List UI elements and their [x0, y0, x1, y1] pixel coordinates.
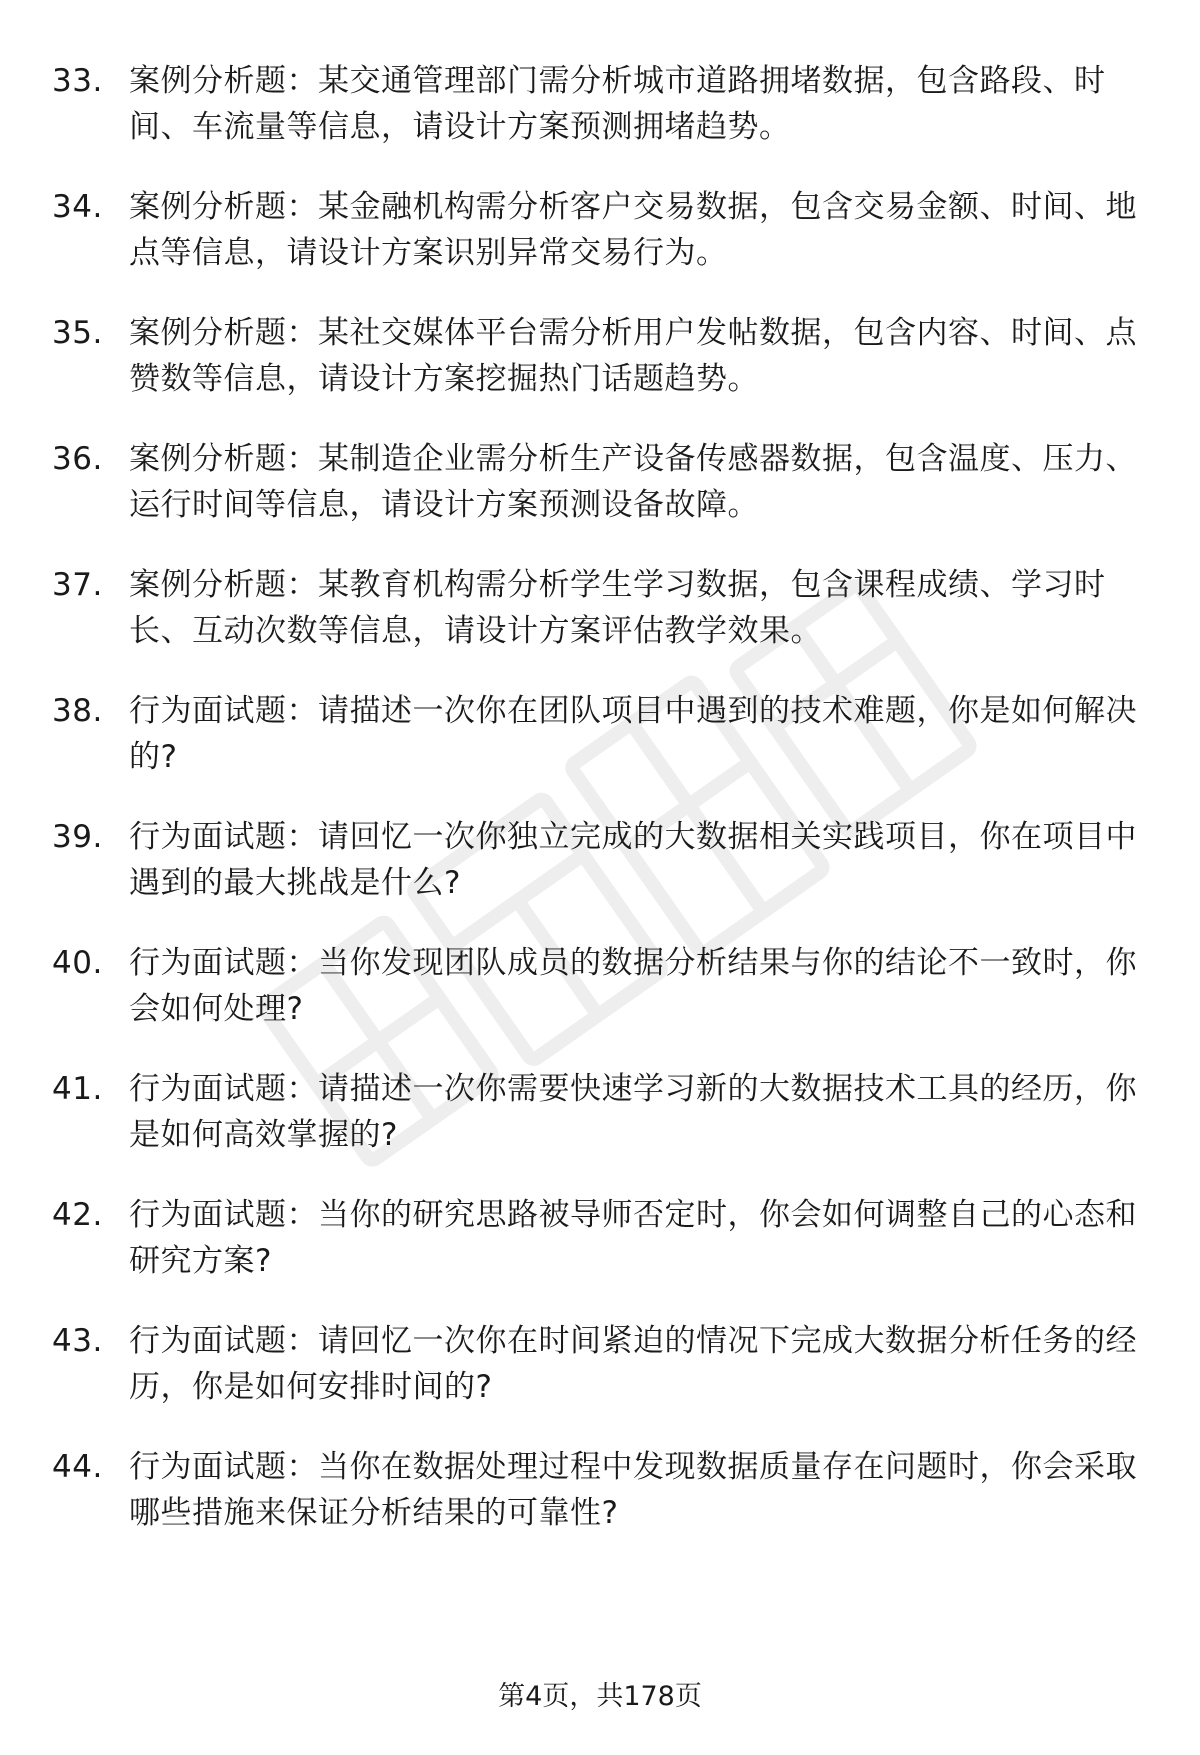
- question-text: 行为面试题：请描述一次你在团队项目中遇到的技术难题，你是如何解决的?: [129, 693, 1137, 775]
- question-item: [52, 184, 1152, 276]
- question-text: 行为面试题：当你的研究思路被导师否定时，你会如何调整自己的心态和研究方案?: [129, 1197, 1137, 1279]
- question-text: 案例分析题：某制造企业需分析生产设备传感器数据，包含温度、压力、运行时间等信息，请设计方案预测设备故障。: [129, 441, 1137, 523]
- question-number: 40.: [52, 945, 103, 981]
- question-number: 36.: [52, 441, 103, 477]
- question-item: [52, 688, 1152, 780]
- question-item: [52, 58, 1152, 150]
- question-item: [52, 1318, 1152, 1410]
- question-text: 行为面试题：请描述一次你需要快速学习新的大数据技术工具的经历，你是如何高效掌握的?: [129, 1071, 1137, 1153]
- question-text: 行为面试题：当你发现团队成员的数据分析结果与你的结论不一致时，你会如何处理?: [129, 945, 1137, 1027]
- question-number: 42.: [52, 1197, 103, 1233]
- question-text: 案例分析题：某交通管理部门需分析城市道路拥堵数据，包含路段、时间、车流量等信息，请设计方案预测拥堵趋势。: [129, 63, 1106, 145]
- question-text: 行为面试题：请回忆一次你独立完成的大数据相关实践项目，你在项目中遇到的最大挑战是什么?: [129, 819, 1137, 901]
- question-text: 案例分析题：某社交媒体平台需分析用户发帖数据，包含内容、时间、点赞数等信息，请设计方案挖掘热门话题趋势。: [129, 315, 1137, 397]
- question-item: [52, 940, 1152, 1032]
- page-number-footer: 第4页，共178页: [498, 1681, 702, 1712]
- question-text: 行为面试题：当你在数据处理过程中发现数据质量存在问题时，你会采取哪些措施来保证分析结果的可靠性?: [129, 1449, 1137, 1531]
- question-list: [52, 58, 1152, 1570]
- question-item: [52, 1066, 1152, 1158]
- question-text: 行为面试题：请回忆一次你在时间紧迫的情况下完成大数据分析任务的经历，你是如何安排时间的?: [129, 1323, 1137, 1405]
- question-number: 43.: [52, 1323, 103, 1359]
- question-number: 34.: [52, 189, 103, 225]
- question-number: 33.: [52, 63, 103, 99]
- question-item: [52, 562, 1152, 654]
- question-number: 38.: [52, 693, 103, 729]
- question-number: 35.: [52, 315, 103, 351]
- question-number: 39.: [52, 819, 103, 855]
- question-text: 案例分析题：某金融机构需分析客户交易数据，包含交易金额、时间、地点等信息，请设计方案识别异常交易行为。: [129, 189, 1137, 271]
- question-item: [52, 436, 1152, 528]
- question-number: 44.: [52, 1449, 103, 1485]
- question-item: [52, 310, 1152, 402]
- question-item: [52, 1192, 1152, 1284]
- question-item: [52, 814, 1152, 906]
- question-text: 案例分析题：某教育机构需分析学生学习数据，包含课程成绩、学习时长、互动次数等信息，请设计方案评估教学效果。: [129, 567, 1106, 649]
- question-number: 37.: [52, 567, 103, 603]
- question-item: [52, 1444, 1152, 1536]
- question-number: 41.: [52, 1071, 103, 1107]
